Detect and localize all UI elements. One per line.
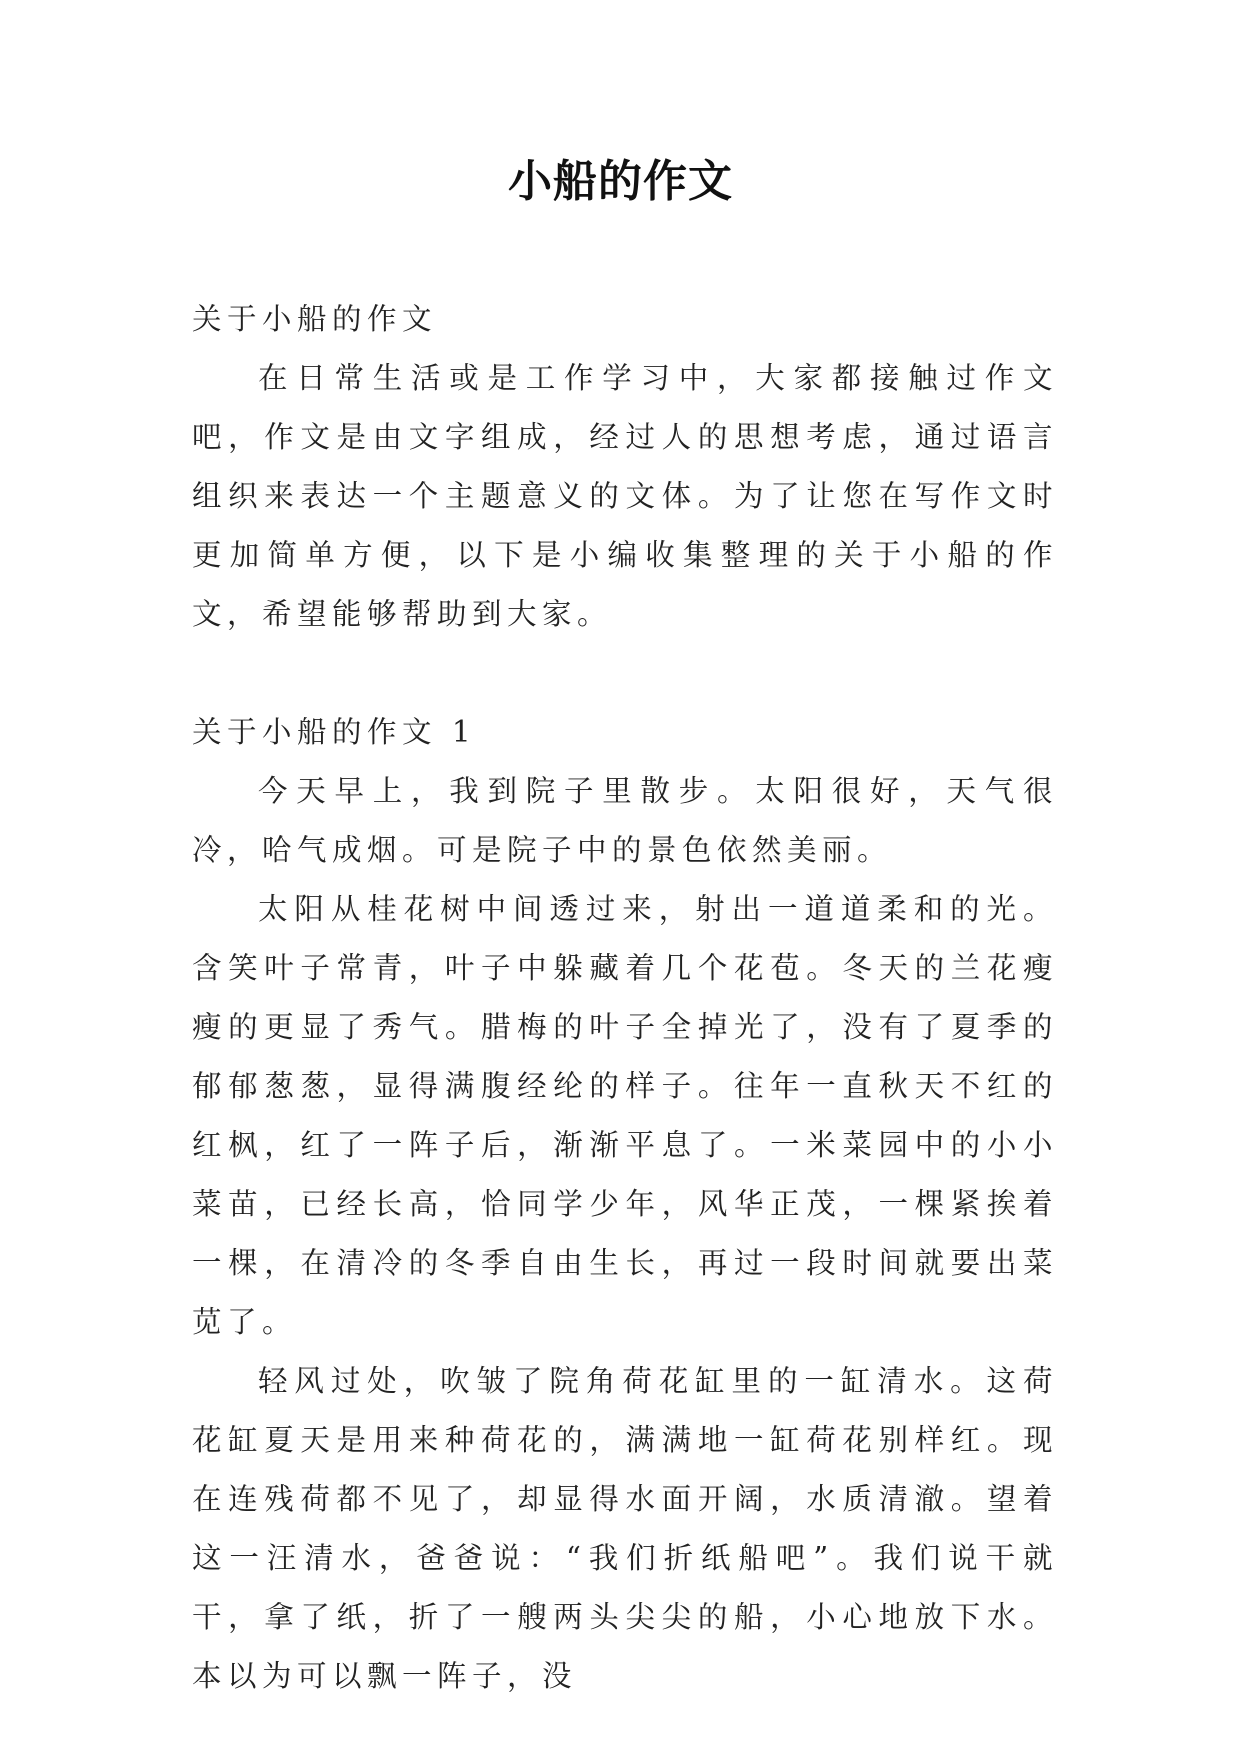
section-heading: 关于小船的作文 1	[192, 715, 477, 749]
body-paragraph: 太阳从桂花树中间透过来，射出一道道柔和的光。含笑叶子常青，叶子中躲藏着几个花苞。冬天的兰花瘦瘦的更显了秀气。腊梅的叶子全掉光了，没有了夏季的郁郁葱葱，显得满腹经纶的样子。往年一直秋天不红的红枫，红了一阵子后，渐渐平息了。一米菜园中的小小菜苗，已经长高，恰同学少年，风华正茂，一棵紧挨着一棵，在清冷的冬季自由生长，再过一段时间就要出菜苋了。	[192, 892, 1058, 1339]
body-paragraph: 今天早上，我到院子里散步。太阳很好，天气很冷，哈气成烟。可是院子中的景色依然美丽。	[192, 774, 1058, 867]
body-paragraph: 轻风过处，吹皱了院角荷花缸里的一缸清水。这荷花缸夏天是用来种荷花的，满满地一缸荷花别样红。现在连残荷都不见了，却显得水面开阔，水质清澈。望着这一汪清水，爸爸说：“我们折纸船吧”。我们说干就干，拿了纸，折了一艘两头尖尖的船，小心地放下水。本以为可以飘一阵子，没	[192, 1364, 1058, 1693]
intro-heading: 关于小船的作文	[192, 302, 438, 336]
document-title: 小船的作文	[508, 156, 733, 207]
document-body	[192, 290, 1058, 1706]
intro-paragraph: 在日常生活或是工作学习中，大家都接触过作文吧，作文是由文字组成，经过人的思想考虑，通过语言组织来表达一个主题意义的文体。为了让您在写作文时更加简单方便，以下是小编收集整理的关于小船的作文，希望能够帮助到大家。	[192, 361, 1058, 631]
section-spacer	[192, 644, 1058, 703]
